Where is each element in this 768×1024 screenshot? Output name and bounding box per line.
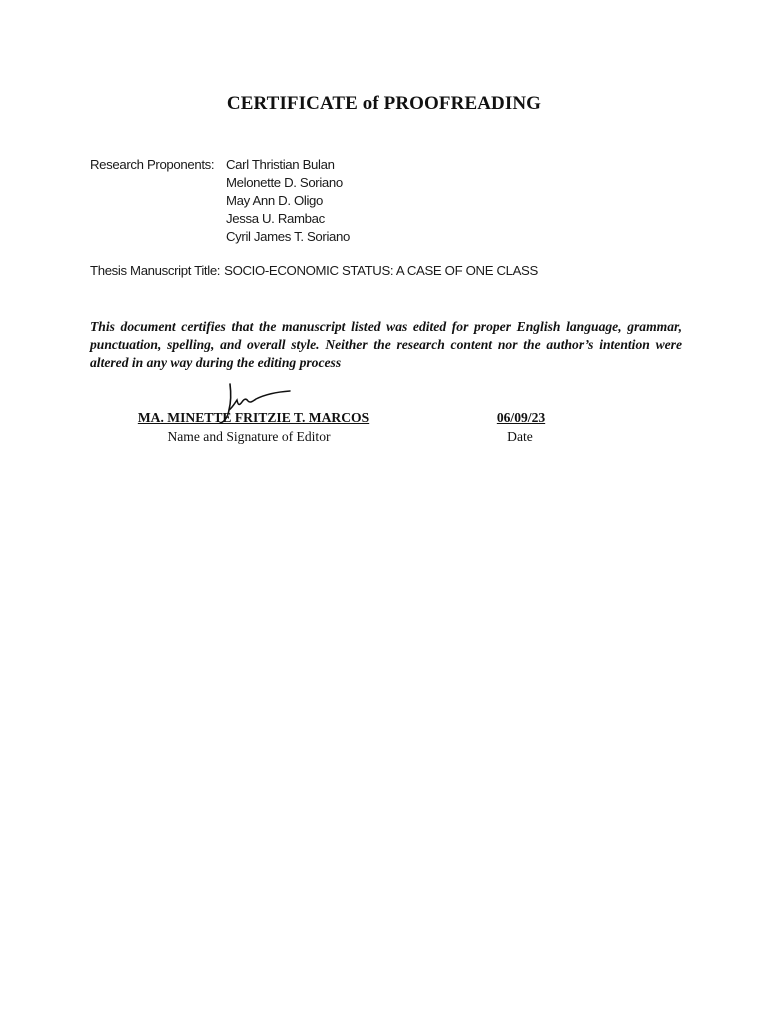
proponent-name: Carl Thristian Bulan [226, 157, 335, 172]
proponent-name: Jessa U. Rambac [226, 211, 325, 226]
certificate-title: CERTIFICATE of PROOFREADING [226, 93, 542, 114]
thesis-title-label: Thesis Manuscript Title: [90, 263, 221, 278]
thesis-title-value: SOCIO-ECONOMIC STATUS: A CASE OF ONE CLASS [224, 263, 538, 278]
date-value: 06/09/23 [496, 410, 546, 425]
proponents-list [226, 156, 350, 246]
proponent-name: May Ann D. Oligo [226, 193, 324, 208]
thesis-title-row [90, 262, 538, 280]
editor-caption: Name and Signature of Editor [167, 429, 331, 444]
editor-name: MA. MINETTE FRITZIE T. MARCOS [137, 410, 370, 425]
research-proponents-label: Research Proponents: [90, 157, 215, 172]
proponent-name: Cyril James T. Soriano [226, 229, 350, 244]
proponent-name: Melonette D. Soriano [226, 175, 343, 190]
certification-statement: This document certifies that the manuscript listed was edited for proper English language, grammar, punctuation, spelling, and overall style. Neither the research content nor the author’s intention were altered in any way during the editing process [90, 319, 682, 370]
date-caption: Date [507, 429, 533, 444]
